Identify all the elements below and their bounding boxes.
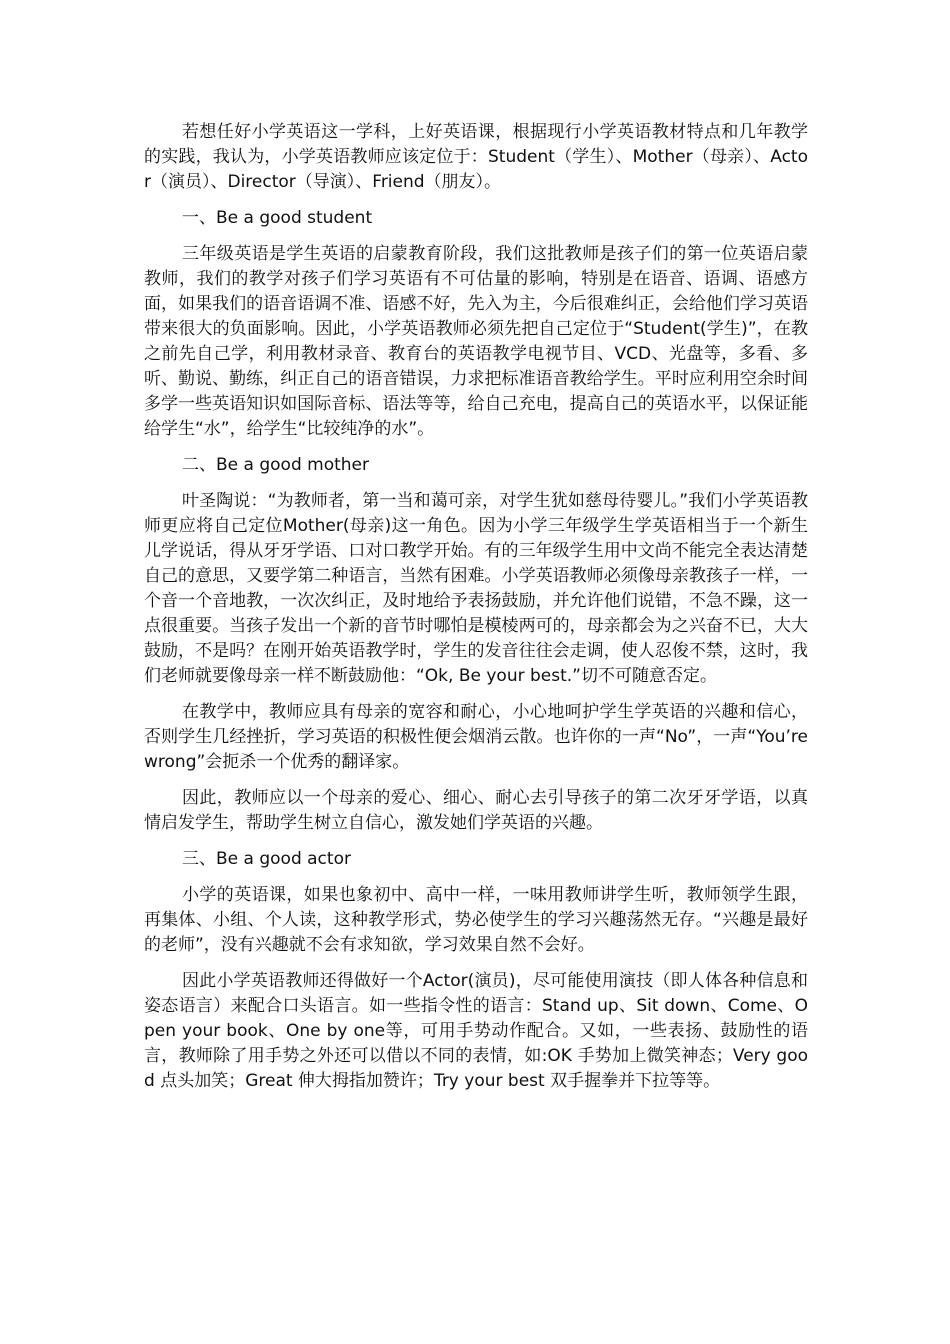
section-2-paragraph-1: 叶圣陶说：“为教师者，第一当和蔼可亲，对学生犹如慈母待婴儿。”我们小学英语教师更应将自己定位Mother(母亲)这一角色。因为小学三年级学生学英语相当于一个新生儿学说话，得从牙牙学语、口对口教学开始。有的三年级学生用中文尚不能完全表达清楚自己的意思，又要学第二种语言，当然有困难。小学英语教师必须像母亲教孩子一样，一个音一个音地教，一次次纠正，及时地给予表扬鼓励，并允许他们说错，不急不躁，这一点很重要。当孩子发出一个新的音节时哪怕是模棱两可的，母亲都会为之兴奋不已，大大鼓励，不是吗？在刚开始英语教学时，学生的发音往往会走调，使人忍俊不禁，这时，我们老师就要像母亲一样不断鼓励他：“Ok, Be your best.”切不可随意否定。 bbox=[144, 491, 808, 686]
section-1-paragraph-1: 三年级英语是学生英语的启蒙教育阶段，我们这批教师是孩子们的第一位英语启蒙教师，我们的教学对孩子们学习英语有不可估量的影响，特别是在语音、语调、语感方面，如果我们的语音语调不准、语感不好，先入为主，今后很难纠正，会给他们学习英语带来很大的负面影响。因此，小学英语教师必须先把自己定位于“Student(学生)”，在教之前先自己学，利用教材录音、教育台的英语教学电视节目、VCD、光盘等，多看、多听、勤说、勤练，纠正自己的语音错误，力求把标准语音教给学生。平时应利用空余时间多学一些英语知识如国际音标、语法等等，给自己充电，提高自己的英语水平，以保证能给学生“水”，给学生“比较纯净的水”。 bbox=[144, 244, 808, 439]
section-3-paragraph-1: 小学的英语课，如果也象初中、高中一样，一味用教师讲学生听，教师领学生跟，再集体、小组、个人读，这种教学形式，势必使学生的学习兴趣荡然无存。“兴趣是最好的老师”，没有兴趣就不会有求知欲，学习效果自然不会好。 bbox=[144, 885, 808, 955]
section-2-paragraph-2: 在教学中，教师应具有母亲的宽容和耐心，小心地呵护学生学英语的兴趣和信心，否则学生几经挫折，学习英语的积极性便会烟消云散。也许你的一声“No”，一声“You’re wrong”会扼杀一个优秀的翻译家。 bbox=[144, 702, 808, 772]
section-3-paragraph-2: 因此小学英语教师还得做好一个Actor(演员)，尽可能使用演技（即人体各种信息和姿态语言）来配合口头语言。如一些指令性的语言：Stand up、Sit down、Come、Open your book、One by one等，可用手势动作配合。又如，一些表扬、鼓励性的语言，教师除了用手势之外还可以借以不同的表情，如:OK 手势加上微笑神态；Very good 点头加笑；Great 伸大拇指加赞许；Try your best 双手握拳并下拉等等。 bbox=[144, 971, 808, 1091]
intro-paragraph: 若想任好小学英语这一学科，上好英语课，根据现行小学英语教材特点和几年教学的实践，我认为，小学英语教师应该定位于：Student（学生）、Mother（母亲）、Actor（演员）、Director（导演）、Friend（朋友）。 bbox=[144, 122, 808, 192]
section-2-heading: 二、Be a good mother bbox=[182, 455, 369, 475]
section-2-paragraph-3: 因此，教师应以一个母亲的爱心、细心、耐心去引导孩子的第二次牙牙学语，以真情启发学生，帮助学生树立自信心，激发她们学英语的兴趣。 bbox=[144, 788, 808, 833]
section-3-heading: 三、Be a good actor bbox=[182, 849, 351, 869]
document-body bbox=[144, 120, 808, 1105]
section-1-heading: 一、Be a good student bbox=[182, 208, 373, 228]
